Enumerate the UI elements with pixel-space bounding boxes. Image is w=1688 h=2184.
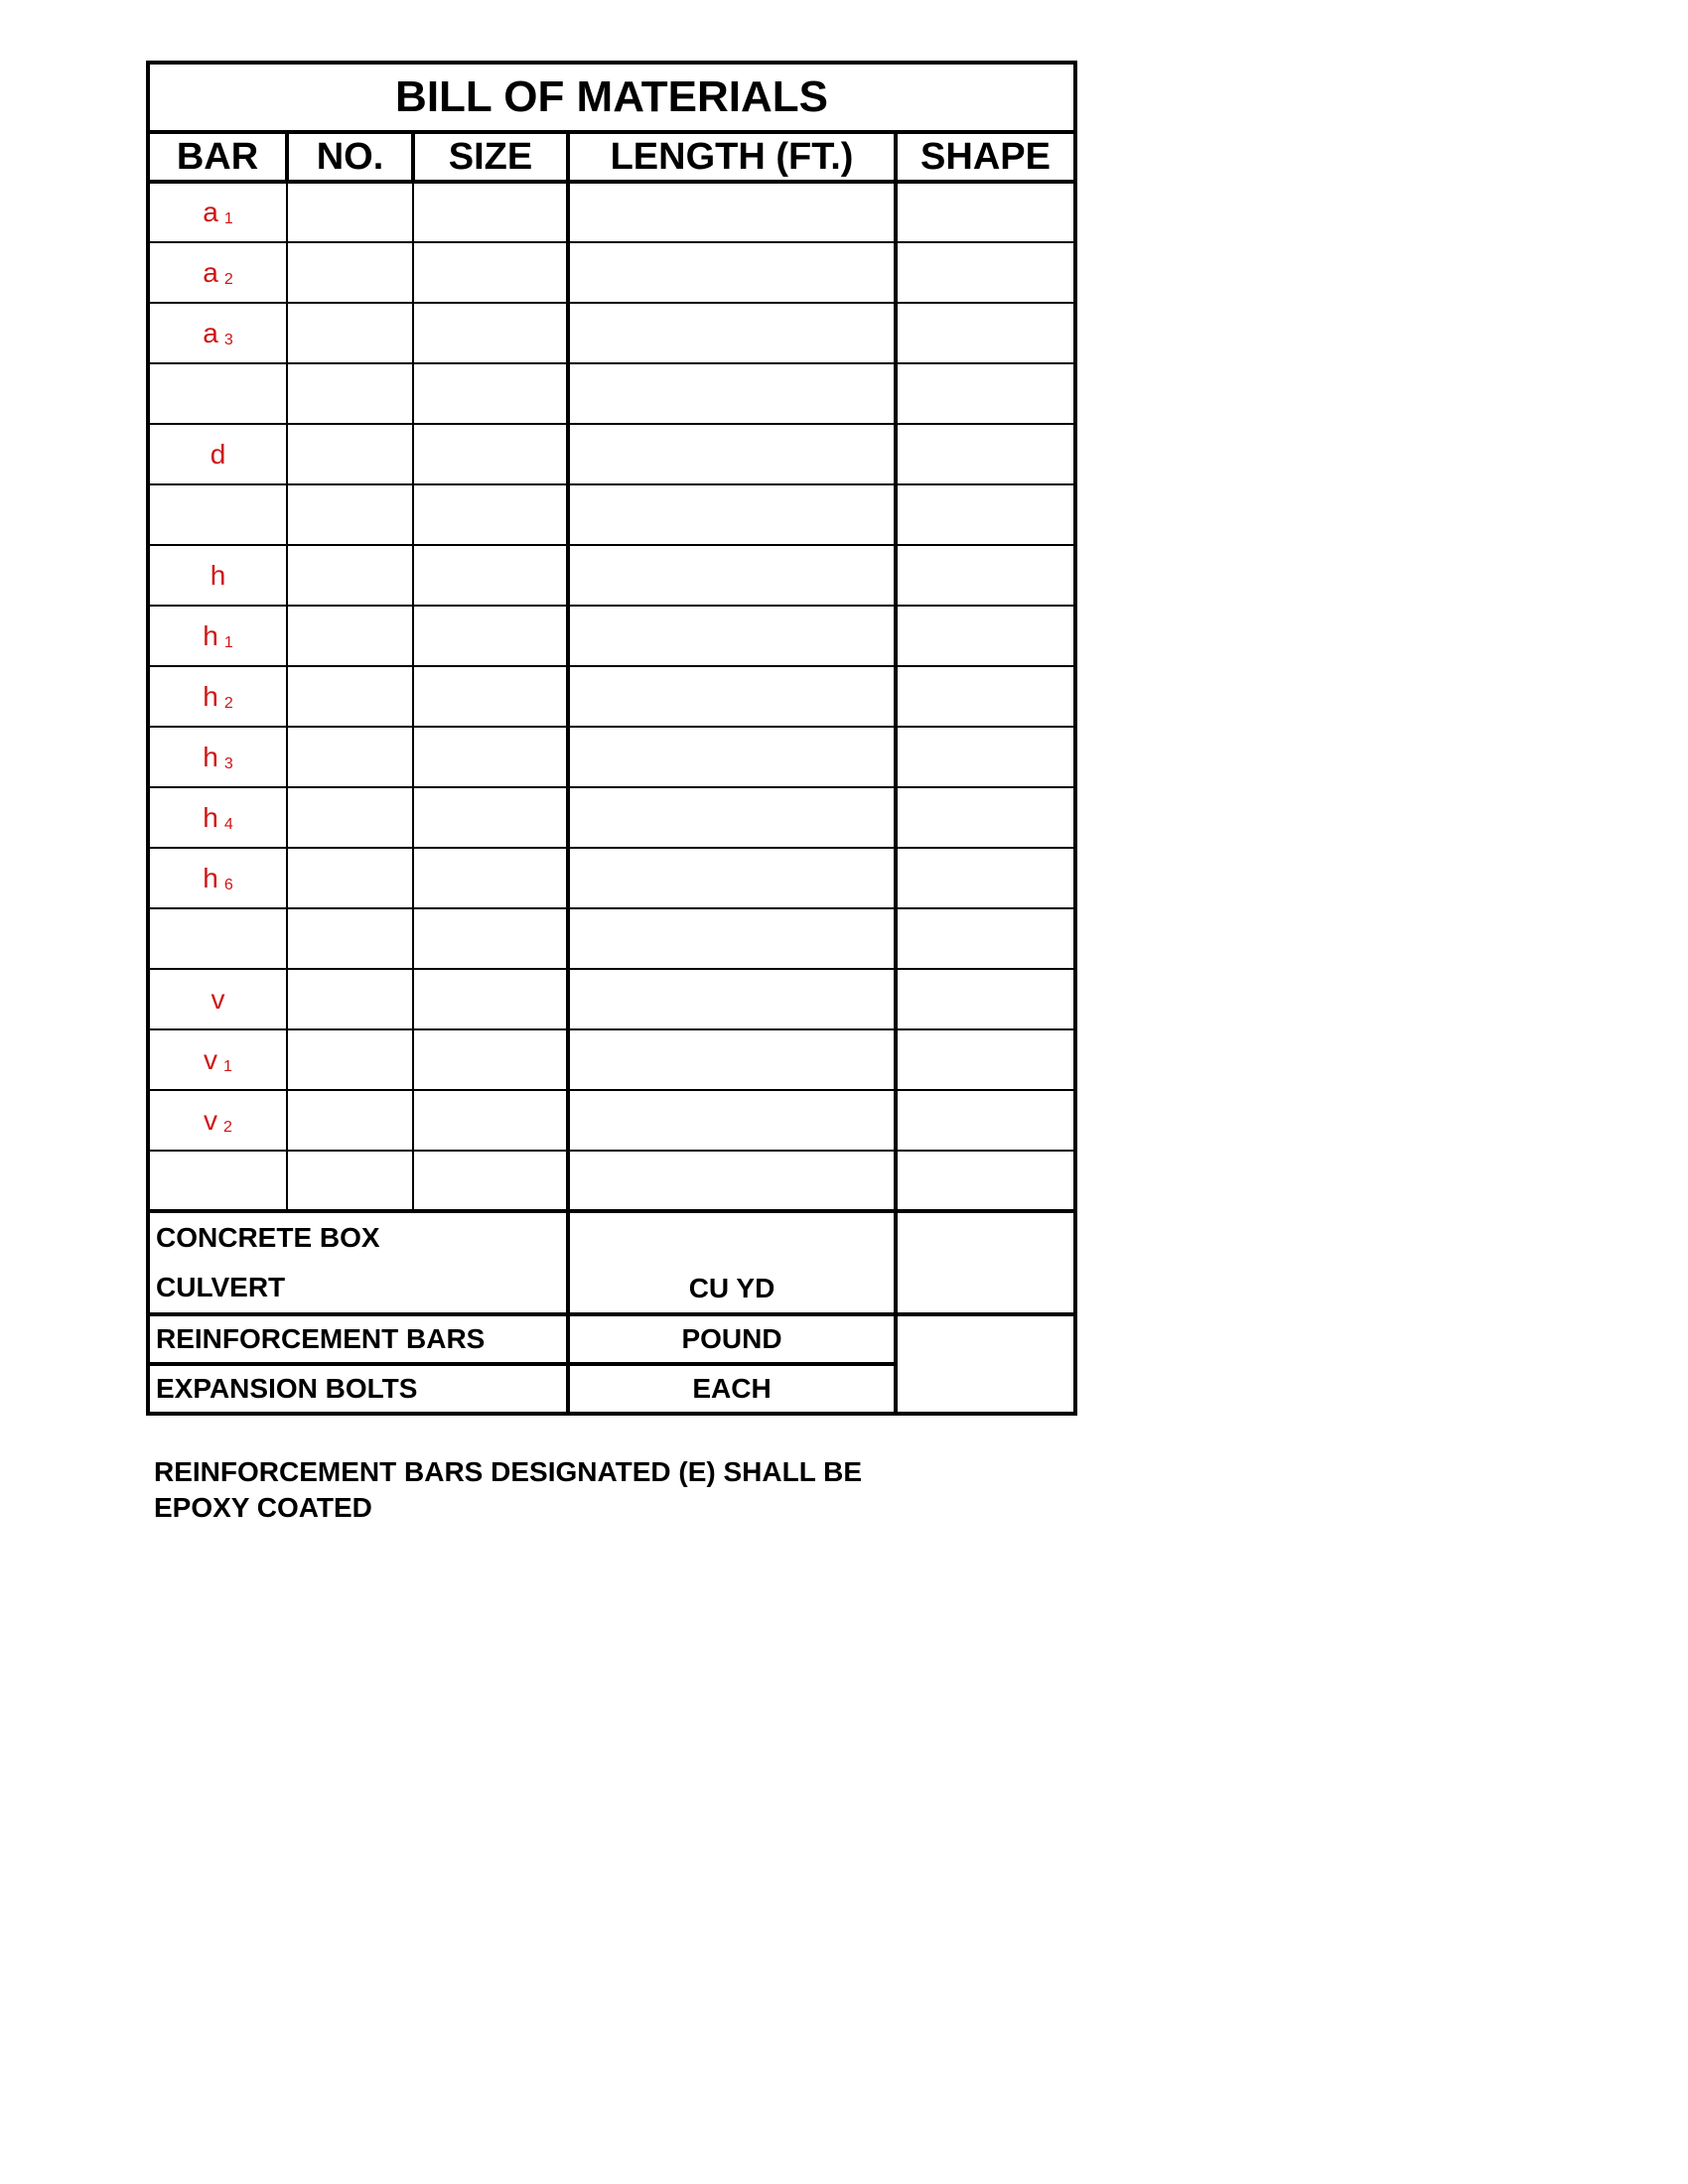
- header-row: [148, 132, 1075, 182]
- bar-mark-cell: [148, 1151, 287, 1211]
- bar-mark-subscript: 1: [223, 210, 233, 227]
- shape-cell: [896, 1029, 1075, 1090]
- length-cell: [568, 969, 896, 1029]
- shape-cell: [896, 969, 1075, 1029]
- size-cell: [413, 666, 568, 727]
- rebar-bolts-quantity-cell: [896, 1314, 1075, 1414]
- size-cell: [413, 848, 568, 908]
- length-cell: [568, 545, 896, 606]
- bar-mark-subscript: 2: [223, 270, 233, 288]
- bar-mark-subscript: 2: [223, 1118, 232, 1136]
- bar-mark-cell: [148, 787, 287, 848]
- header-bar: BAR: [148, 132, 287, 182]
- rebar-label: REINFORCEMENT BARS: [148, 1314, 568, 1364]
- bar-mark-cell: [148, 969, 287, 1029]
- length-cell: [568, 1029, 896, 1090]
- bar-mark: h: [203, 680, 218, 712]
- table-row: [148, 545, 1075, 606]
- shape-cell: [896, 1090, 1075, 1151]
- bar-mark-cell: [148, 242, 287, 303]
- bar-mark-subscript: 3: [223, 754, 233, 772]
- no-cell: [287, 908, 413, 969]
- bolts-label: EXPANSION BOLTS: [148, 1364, 568, 1414]
- header-length: LENGTH (FT.): [568, 132, 896, 182]
- bar-mark-cell: [148, 1090, 287, 1151]
- bar-mark-cell: [148, 727, 287, 787]
- table-row: [148, 484, 1075, 545]
- table-row: [148, 1151, 1075, 1211]
- bar-mark-cell: [148, 424, 287, 484]
- bar-mark-cell: [148, 1029, 287, 1090]
- bolts-unit: EACH: [568, 1364, 896, 1414]
- size-cell: [413, 908, 568, 969]
- bar-mark-subscript: 1: [223, 633, 233, 651]
- no-cell: [287, 303, 413, 363]
- bar-mark: h: [210, 559, 226, 591]
- no-cell: [287, 1151, 413, 1211]
- no-cell: [287, 787, 413, 848]
- shape-cell: [896, 727, 1075, 787]
- shape-cell: [896, 484, 1075, 545]
- length-cell: [568, 242, 896, 303]
- size-cell: [413, 182, 568, 242]
- length-cell: [568, 424, 896, 484]
- bar-mark: h: [203, 801, 218, 833]
- shape-cell: [896, 787, 1075, 848]
- table-row: [148, 1029, 1075, 1090]
- shape-cell: [896, 908, 1075, 969]
- length-cell: [568, 182, 896, 242]
- table-title: BILL OF MATERIALS: [148, 63, 1075, 132]
- bar-mark: d: [210, 438, 226, 470]
- length-cell: [568, 848, 896, 908]
- bar-mark: h: [203, 741, 218, 772]
- table-row: [148, 606, 1075, 666]
- bar-mark: v: [204, 1043, 218, 1075]
- bar-mark-cell: [148, 848, 287, 908]
- length-cell: [568, 666, 896, 727]
- length-cell: [568, 908, 896, 969]
- bar-mark-cell: [148, 303, 287, 363]
- no-cell: [287, 242, 413, 303]
- bar-mark-cell: [148, 666, 287, 727]
- bar-mark-subscript: 4: [223, 815, 233, 833]
- concrete-label: [148, 1211, 568, 1314]
- concrete-label-line2: CULVERT: [156, 1272, 286, 1302]
- table-row: [148, 666, 1075, 727]
- bar-mark: v: [211, 983, 225, 1015]
- size-cell: [413, 424, 568, 484]
- size-cell: [413, 1090, 568, 1151]
- bar-mark-cell: [148, 606, 287, 666]
- size-cell: [413, 606, 568, 666]
- table-row: [148, 242, 1075, 303]
- no-cell: [287, 545, 413, 606]
- bar-mark-cell: [148, 908, 287, 969]
- size-cell: [413, 484, 568, 545]
- bar-mark: a: [203, 256, 218, 288]
- shape-cell: [896, 424, 1075, 484]
- table-row: [148, 424, 1075, 484]
- table-row: [148, 848, 1075, 908]
- table-row: [148, 1090, 1075, 1151]
- no-cell: [287, 182, 413, 242]
- table-row: [148, 363, 1075, 424]
- no-cell: [287, 363, 413, 424]
- table-row: [148, 908, 1075, 969]
- bar-mark: a: [203, 197, 218, 227]
- note-line-2: EPOXY COATED: [154, 1492, 372, 1523]
- size-cell: [413, 1151, 568, 1211]
- size-cell: [413, 787, 568, 848]
- no-cell: [287, 969, 413, 1029]
- length-cell: [568, 787, 896, 848]
- bar-mark-subscript: 3: [223, 331, 233, 348]
- bar-mark-subscript: 6: [223, 876, 233, 893]
- size-cell: [413, 363, 568, 424]
- length-cell: [568, 727, 896, 787]
- no-cell: [287, 424, 413, 484]
- rebar-unit: POUND: [568, 1314, 896, 1364]
- bar-mark: a: [203, 317, 218, 348]
- bill-of-materials-table: [146, 61, 1077, 1416]
- header-shape: SHAPE: [896, 132, 1075, 182]
- table-row: [148, 182, 1075, 242]
- bar-mark-subscript: 2: [223, 694, 233, 712]
- bar-mark-cell: [148, 545, 287, 606]
- bar-mark: v: [204, 1104, 218, 1136]
- shape-cell: [896, 606, 1075, 666]
- table-row: [148, 969, 1075, 1029]
- bar-mark-cell: [148, 182, 287, 242]
- bar-mark-subscript: 1: [223, 1057, 232, 1075]
- bar-mark: h: [203, 862, 218, 893]
- length-cell: [568, 484, 896, 545]
- length-cell: [568, 606, 896, 666]
- length-cell: [568, 363, 896, 424]
- no-cell: [287, 484, 413, 545]
- length-cell: [568, 1151, 896, 1211]
- shape-cell: [896, 545, 1075, 606]
- summary-row-concrete: [148, 1211, 1075, 1314]
- table-row: [148, 727, 1075, 787]
- no-cell: [287, 727, 413, 787]
- shape-cell: [896, 848, 1075, 908]
- shape-cell: [896, 182, 1075, 242]
- bar-mark-cell: [148, 484, 287, 545]
- no-cell: [287, 1090, 413, 1151]
- summary-row-rebar: [148, 1314, 1075, 1364]
- shape-cell: [896, 363, 1075, 424]
- concrete-unit: CU YD: [568, 1211, 896, 1314]
- size-cell: [413, 242, 568, 303]
- size-cell: [413, 969, 568, 1029]
- shape-cell: [896, 303, 1075, 363]
- size-cell: [413, 545, 568, 606]
- shape-cell: [896, 242, 1075, 303]
- concrete-quantity-cell: [896, 1211, 1075, 1314]
- table-row: [148, 303, 1075, 363]
- bar-mark-cell: [148, 363, 287, 424]
- no-cell: [287, 1029, 413, 1090]
- header-size: SIZE: [413, 132, 568, 182]
- shape-cell: [896, 1151, 1075, 1211]
- size-cell: [413, 1029, 568, 1090]
- table-row: [148, 787, 1075, 848]
- bar-mark: h: [203, 619, 218, 651]
- no-cell: [287, 606, 413, 666]
- size-cell: [413, 727, 568, 787]
- note-line-1: REINFORCEMENT BARS DESIGNATED (E) SHALL BE: [154, 1456, 862, 1487]
- epoxy-note: [154, 1454, 1147, 1526]
- header-no: NO.: [287, 132, 413, 182]
- no-cell: [287, 848, 413, 908]
- shape-cell: [896, 666, 1075, 727]
- concrete-label-line1: CONCRETE BOX: [156, 1222, 380, 1253]
- size-cell: [413, 303, 568, 363]
- length-cell: [568, 303, 896, 363]
- length-cell: [568, 1090, 896, 1151]
- no-cell: [287, 666, 413, 727]
